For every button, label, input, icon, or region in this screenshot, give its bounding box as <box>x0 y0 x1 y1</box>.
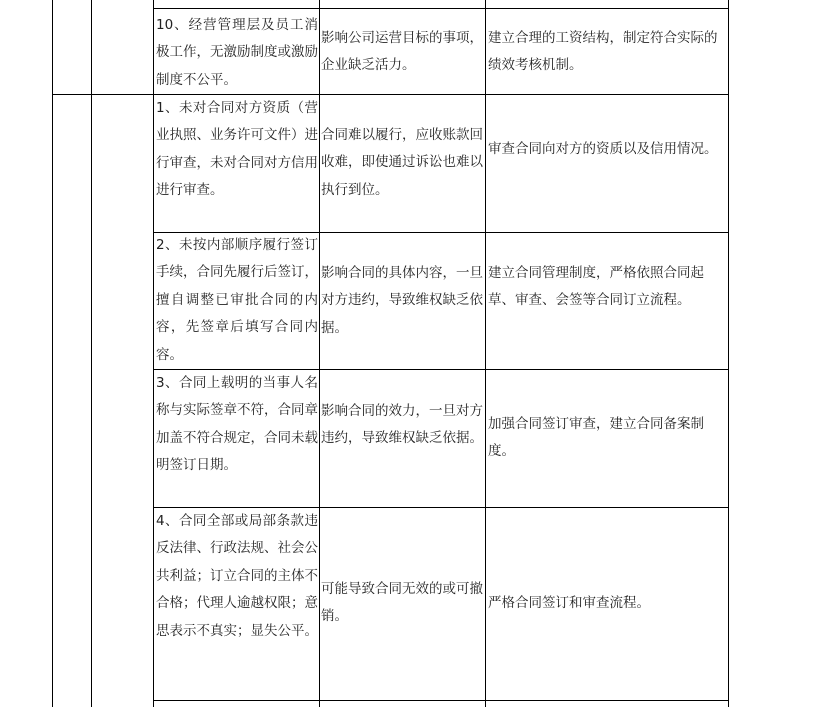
risk-description: 2、未按内部顺序履行签订手续，合同先履行后签订，擅自调整已审批合同的内容，先签章后填写合同内容。 <box>156 237 318 363</box>
risk-effect-cell <box>321 398 483 453</box>
risk-effect: 影响合同的具体内容，一旦对方违约，导致维权缺乏依据。 <box>321 265 483 336</box>
table-border <box>153 0 154 707</box>
risk-effect: 合同难以履行，应收账款回收难，即使通过诉讼也难以执行到位。 <box>321 127 483 198</box>
table-border <box>728 0 729 707</box>
risk-effect: 可能导致合同无效的或可撤销。 <box>321 581 483 625</box>
control-measure-cell <box>488 25 726 80</box>
control-measure-cell <box>488 590 726 617</box>
risk-description-cell <box>156 12 318 94</box>
risk-effect-cell <box>321 122 483 204</box>
control-measure-cell <box>488 411 726 466</box>
table-border <box>52 0 53 707</box>
risk-description: 10、经营管理层及员工消极工作，无激励制度或激励制度不公平。 <box>156 17 318 88</box>
control-measure: 加强合同签订审查，建立合同备案制度。 <box>488 416 704 460</box>
risk-description: 3、合同上载明的当事人名称与实际签章不符，合同章加盖不符合规定，合同未载明签订日期。 <box>156 375 318 474</box>
risk-effect-cell <box>321 260 483 342</box>
table-border <box>52 94 729 95</box>
control-measure: 严格合同签订和审查流程。 <box>488 595 650 611</box>
risk-effect: 影响公司运营目标的事项，企业缺乏活力。 <box>321 30 483 74</box>
risk-effect-cell <box>321 576 483 631</box>
risk-description-cell <box>156 508 318 645</box>
control-measure-cell <box>488 136 726 163</box>
control-measure: 建立合同管理制度，严格依照合同起草、审查、会签等合同订立流程。 <box>488 265 704 309</box>
risk-description-cell <box>156 232 318 369</box>
table-border <box>153 8 729 9</box>
table-border <box>153 700 729 701</box>
risk-effect: 影响合同的效力，一旦对方违约，导致维权缺乏依据。 <box>321 403 483 447</box>
table-border <box>485 0 486 707</box>
control-measure: 审查合同向对方的资质以及信用情况。 <box>488 141 718 157</box>
control-measure-cell <box>488 260 726 315</box>
risk-description: 4、合同全部或局部条款违反法律、行政法规、社会公共利益；订立合同的主体不合格；代理人逾越权限；意思表示不真实；显失公平。 <box>156 513 318 639</box>
risk-description-cell <box>156 370 318 480</box>
risk-description: 1、未对合同对方资质（营业执照、业务许可文件）进行审查，未对合同对方信用进行审查。 <box>156 100 318 199</box>
risk-effect-cell <box>321 25 483 80</box>
table-border <box>319 0 320 707</box>
control-measure: 建立合理的工资结构，制定符合实际的绩效考核机制。 <box>488 30 718 74</box>
table-border <box>91 0 92 707</box>
risk-description-cell <box>156 95 318 205</box>
